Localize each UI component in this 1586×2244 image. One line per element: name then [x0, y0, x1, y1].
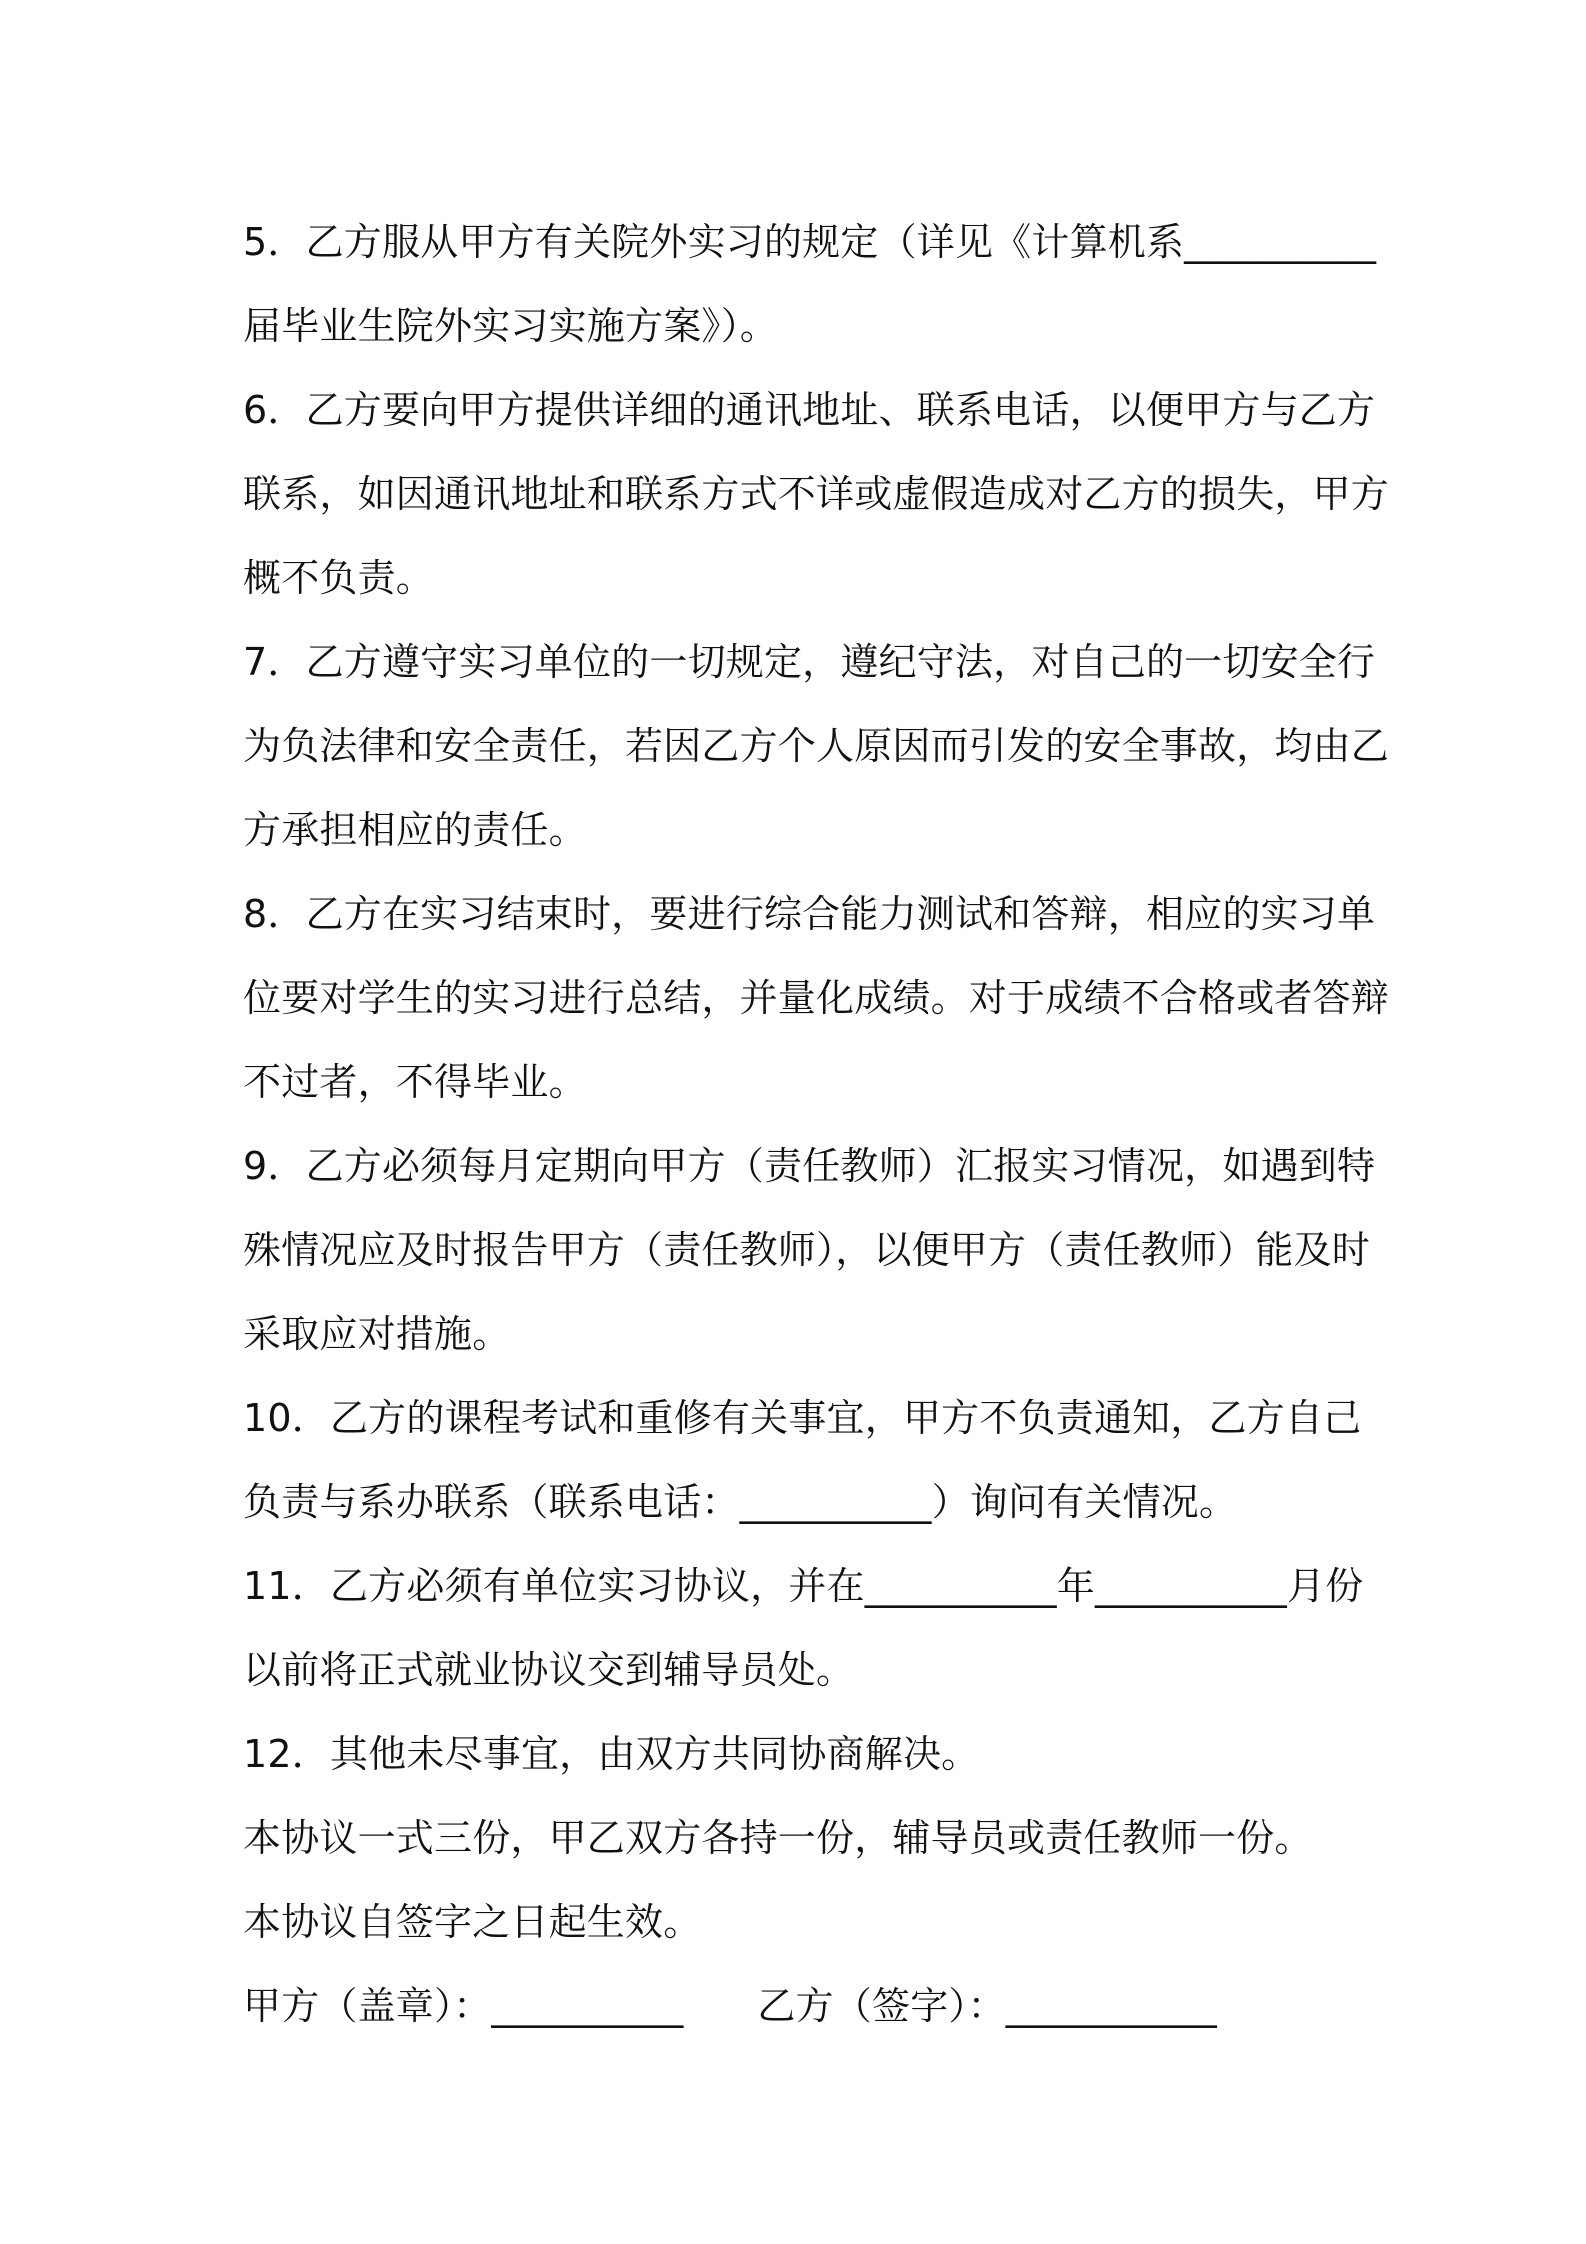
- clause-6: [243, 368, 1390, 620]
- agreement-document: [243, 200, 1390, 2048]
- clause-line: 概不负责。: [243, 556, 435, 600]
- clause-line: 届毕业生院外实习实施方案》）。: [243, 304, 779, 348]
- clause-line: 位要对学生的实习进行总结，并量化成绩。对于成绩不合格或者答辩: [243, 976, 1390, 1020]
- clause-line: 8．乙方在实习结束时，要进行综合能力测试和答辩，相应的实习单: [243, 892, 1376, 936]
- clause-line: 10．乙方的课程考试和重修有关事宜，甲方不负责通知，乙方自己: [243, 1396, 1362, 1440]
- clause-line: 负责与系办联系（联系电话：__________）询问有关情况。: [243, 1480, 1238, 1524]
- clause-line: 以前将正式就业协议交到辅导员处。: [243, 1648, 855, 1692]
- clause-line: 为负法律和安全责任，若因乙方个人原因而引发的安全事故，均由乙: [243, 724, 1390, 768]
- clause-line: 9．乙方必须每月定期向甲方（责任教师）汇报实习情况，如遇到特: [243, 1144, 1376, 1188]
- clause-12: [243, 1712, 1358, 1796]
- closing-statements: [243, 1796, 1358, 1964]
- clause-9: [243, 1124, 1376, 1376]
- clause-5: [243, 200, 1377, 368]
- party-b-signature-field: 乙方（签字）：___________: [757, 1984, 1218, 2028]
- effective-statement: 本协议自签字之日起生效。: [243, 1900, 702, 1944]
- clause-line: 6．乙方要向甲方提供详细的通讯地址、联系电话，以便甲方与乙方: [243, 388, 1376, 432]
- copies-statement: 本协议一式三份，甲乙双方各持一份，辅导员或责任教师一份。: [243, 1816, 1313, 1860]
- clause-line: 联系，如因通讯地址和联系方式不详或虚假造成对乙方的损失，甲方: [243, 472, 1390, 516]
- clause-line: 方承担相应的责任。: [243, 808, 587, 852]
- clause-10: [243, 1376, 1362, 1544]
- clause-line: 7．乙方遵守实习单位的一切规定，遵纪守法，对自己的一切安全行: [243, 640, 1376, 684]
- clause-line: 12．其他未尽事宜，由双方共同协商解决。: [243, 1732, 980, 1776]
- clause-8: [243, 872, 1390, 1124]
- clause-line: 不过者，不得毕业。: [243, 1060, 587, 1104]
- party-a-seal-field: 甲方（盖章）：__________: [243, 1984, 684, 2028]
- clause-line: 11．乙方必须有单位实习协议，并在__________年__________月份: [243, 1564, 1364, 1608]
- clause-11: [243, 1544, 1364, 1712]
- signature-row: [243, 1964, 1358, 2048]
- clause-7: [243, 620, 1390, 872]
- clause-line: 5．乙方服从甲方有关院外实习的规定（详见《计算机系__________: [243, 220, 1377, 264]
- clause-line: 采取应对措施。: [243, 1312, 511, 1356]
- clause-line: 殊情况应及时报告甲方（责任教师），以便甲方（责任教师）能及时: [243, 1228, 1371, 1272]
